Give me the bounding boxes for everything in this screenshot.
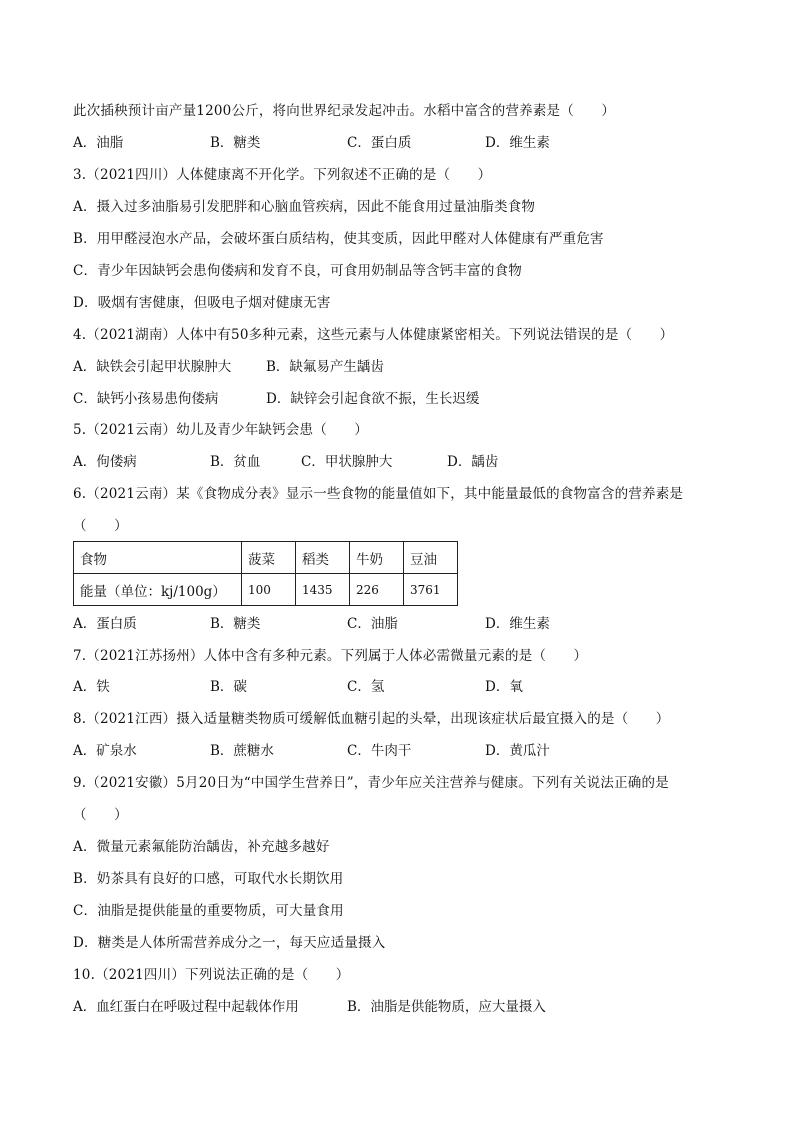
table-cell-soybean-oil-energy: 3761 bbox=[404, 574, 458, 606]
question-3-option-d: D．吸烟有害健康，但吸电子烟对健康无害 bbox=[73, 295, 331, 311]
question-5-option-b: B．贫血 bbox=[210, 454, 261, 470]
table-header-soybean-oil: 豆油 bbox=[404, 542, 458, 574]
question-8-stem: 8.（2021江西）摄入适量糖类物质可缓解低血糖引起的头晕，出现该症状后最宜摄入的是（ ） bbox=[73, 711, 670, 727]
question-6-option-a: A．蛋白质 bbox=[73, 616, 137, 632]
question-2-option-b: B．糖类 bbox=[210, 135, 261, 151]
question-7-option-b: B．碳 bbox=[210, 679, 247, 695]
question-7-option-a: A．铁 bbox=[73, 679, 110, 695]
table-cell-rice-energy: 1435 bbox=[296, 574, 350, 606]
question-8-option-d: D．黄瓜汁 bbox=[485, 743, 550, 759]
table-row bbox=[74, 542, 458, 574]
question-2-option-a: A．油脂 bbox=[73, 135, 124, 151]
table-header-food: 食物 bbox=[74, 542, 242, 574]
table-cell-spinach-energy: 100 bbox=[242, 574, 296, 606]
question-9-option-a: A．微量元素氟能防治龋齿，补充越多越好 bbox=[73, 839, 330, 855]
table-header-spinach: 菠菜 bbox=[242, 542, 296, 574]
question-9-stem: 9.（2021安徽）5月20日为“中国学生营养日”，青少年应关注营养与健康。下列有关说法正确的是 bbox=[73, 775, 669, 791]
question-2-option-c: C．蛋白质 bbox=[347, 135, 412, 151]
question-6-stem: 6.（2021云南）某《食物成分表》显示一些食物的能量值如下，其中能量最低的食物富含的营养素是 bbox=[73, 486, 684, 502]
question-4-option-a: A．缺铁会引起甲状腺肿大 bbox=[73, 359, 232, 375]
table-header-rice: 稻类 bbox=[296, 542, 350, 574]
question-2-stem-continued: 此次插秧预计亩产量1200公斤，将向世界纪录发起冲击。水稻中富含的营养素是（ ） bbox=[73, 103, 616, 119]
question-7-stem: 7.（2021江苏扬州）人体中含有多种元素。下列属于人体必需微量元素的是（ ） bbox=[73, 648, 588, 664]
question-5-option-d: D．龋齿 bbox=[447, 454, 499, 470]
question-6-option-b: B．糖类 bbox=[210, 616, 261, 632]
question-4-stem: 4.（2021湖南）人体中有50多种元素，这些元素与人体健康紧密相关。下列说法错误的是（ ） bbox=[73, 327, 674, 343]
question-9-option-b: B．奶茶具有良好的口感，可取代水长期饮用 bbox=[73, 871, 344, 887]
question-4-option-d: D．缺锌会引起食欲不振，生长迟缓 bbox=[266, 391, 480, 407]
question-9-option-d: D．糖类是人体所需营养成分之一，每天应适量摄入 bbox=[73, 935, 386, 951]
food-energy-table bbox=[73, 541, 458, 606]
question-9-option-c: C．油脂是提供能量的重要物质，可大量食用 bbox=[73, 903, 344, 919]
question-5-option-a: A．佝偻病 bbox=[73, 454, 137, 470]
question-7-option-c: C．氢 bbox=[347, 679, 385, 695]
question-5-stem: 5.（2021云南）幼儿及青少年缺钙会患（ ） bbox=[73, 422, 369, 438]
table-row-label-energy: 能量（单位：kj/100g） bbox=[74, 574, 242, 606]
question-5-option-c: C．甲状腺肿大 bbox=[301, 454, 393, 470]
question-3-option-b: B．用甲醛浸泡水产品，会破坏蛋白质结构，使其变质，因此甲醛对人体健康有严重危害 bbox=[73, 231, 604, 247]
table-cell-milk-energy: 226 bbox=[350, 574, 404, 606]
question-8-option-c: C．牛肉干 bbox=[347, 743, 412, 759]
question-6-option-d: D．维生素 bbox=[485, 616, 550, 632]
question-10-stem: 10.（2021四川）下列说法正确的是（ ） bbox=[73, 967, 350, 983]
question-4-option-b: B．缺氟易产生龋齿 bbox=[266, 359, 384, 375]
question-6-answer-blank: （ ） bbox=[73, 518, 128, 534]
question-6-option-c: C．油脂 bbox=[347, 616, 398, 632]
question-7-option-d: D．氧 bbox=[485, 679, 523, 695]
question-3-option-a: A．摄入过多油脂易引发肥胖和心脑血管疾病，因此不能食用过量油脂类食物 bbox=[73, 199, 536, 215]
question-2-option-d: D．维生素 bbox=[485, 135, 550, 151]
table-header-milk: 牛奶 bbox=[350, 542, 404, 574]
question-3-stem: 3.（2021四川）人体健康离不开化学。下列叙述不正确的是（ ） bbox=[73, 167, 492, 183]
table-row bbox=[74, 574, 458, 606]
question-9-answer-blank: （ ） bbox=[73, 807, 128, 823]
question-4-option-c: C．缺钙小孩易患佝偻病 bbox=[73, 391, 219, 407]
question-8-option-a: A．矿泉水 bbox=[73, 743, 137, 759]
question-8-option-b: B．蔗糖水 bbox=[210, 743, 274, 759]
question-10-option-b: B．油脂是供能物质，应大量摄入 bbox=[347, 999, 546, 1015]
question-3-option-c: C．青少年因缺钙会患佝偻病和发育不良，可食用奶制品等含钙丰富的食物 bbox=[73, 263, 522, 279]
question-10-option-a: A．血红蛋白在呼吸过程中起载体作用 bbox=[73, 999, 299, 1015]
